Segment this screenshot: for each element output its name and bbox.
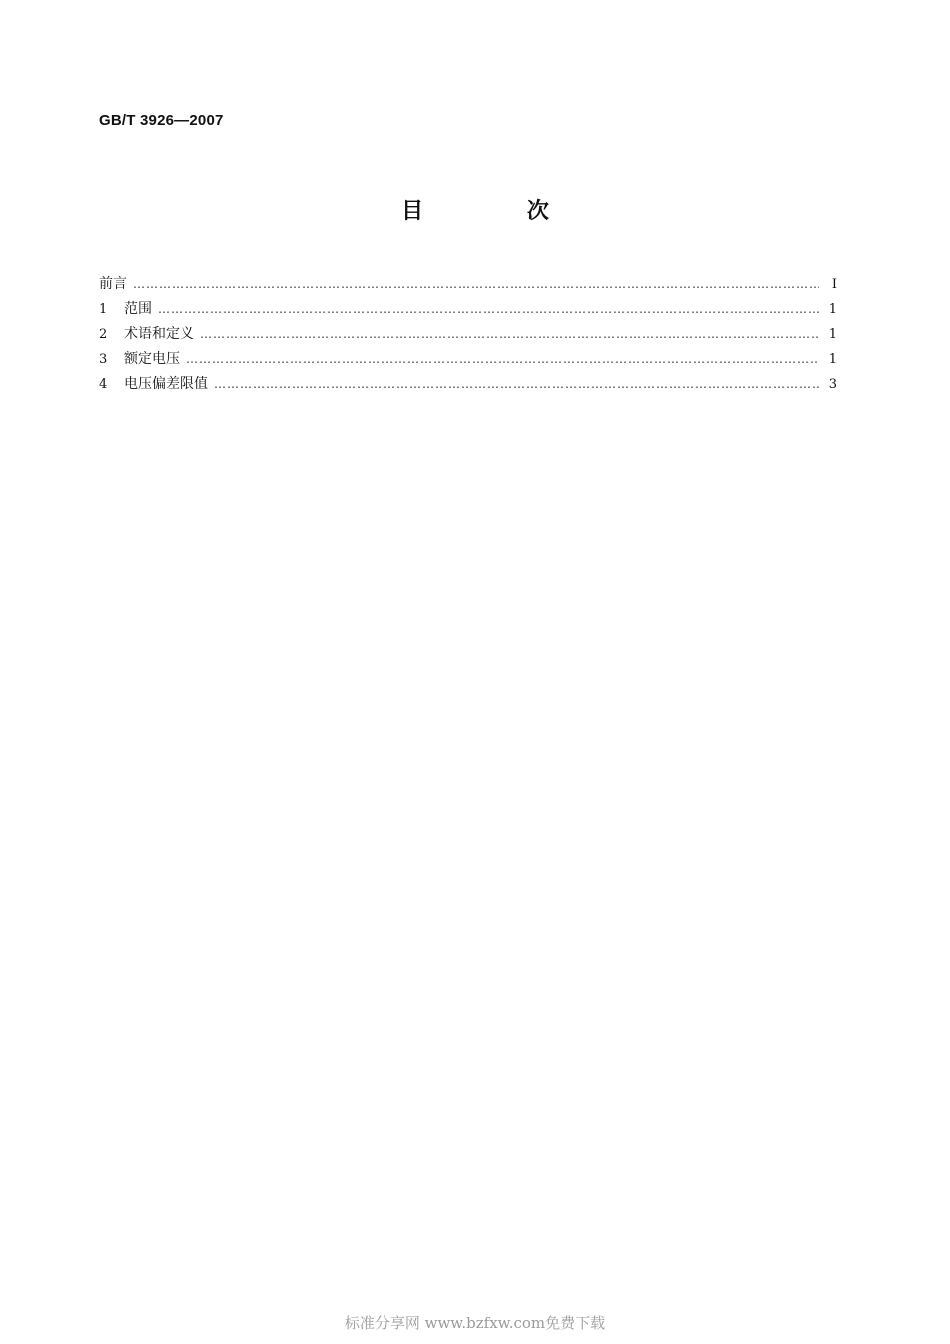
toc-leader-dots (158, 297, 819, 322)
toc-title: 目 次 (401, 199, 597, 224)
toc-entry-scope[interactable] (99, 297, 837, 322)
toc-entry-rated-voltage[interactable] (99, 347, 837, 372)
toc-entry-page: 1 (828, 302, 837, 317)
toc-entry-page: 1 (828, 327, 837, 342)
toc-entry-number: 4 (99, 377, 108, 392)
toc-entry-number: 1 (99, 302, 108, 317)
toc-entry-label: 电压偏差限值 (124, 376, 208, 392)
toc-entry-label: 前言 (99, 276, 127, 292)
toc-leader-dots (214, 372, 819, 397)
toc-leader-dots (133, 272, 819, 297)
toc-entry-number: 2 (99, 327, 108, 342)
standard-code: GB/T 3926—2007 (99, 112, 224, 129)
toc-leader-dots (186, 347, 819, 372)
toc-entry-number: 3 (99, 352, 108, 367)
toc-entry-page: I (831, 277, 837, 292)
footer-watermark[interactable]: 标准分享网 www.bzfxw.com免费下载 (344, 1314, 606, 1332)
toc-leader-dots (200, 322, 819, 347)
toc-entry-preface[interactable] (99, 272, 837, 297)
toc-entry-page: 1 (828, 352, 837, 367)
toc-entry-label: 范围 (124, 301, 152, 317)
toc-entry-label: 额定电压 (124, 351, 180, 367)
toc-entry-label: 术语和定义 (124, 326, 194, 342)
toc-entry-terms[interactable] (99, 322, 837, 347)
table-of-contents (99, 272, 837, 397)
toc-entry-voltage-deviation[interactable] (99, 372, 837, 397)
toc-entry-page: 3 (828, 377, 837, 392)
